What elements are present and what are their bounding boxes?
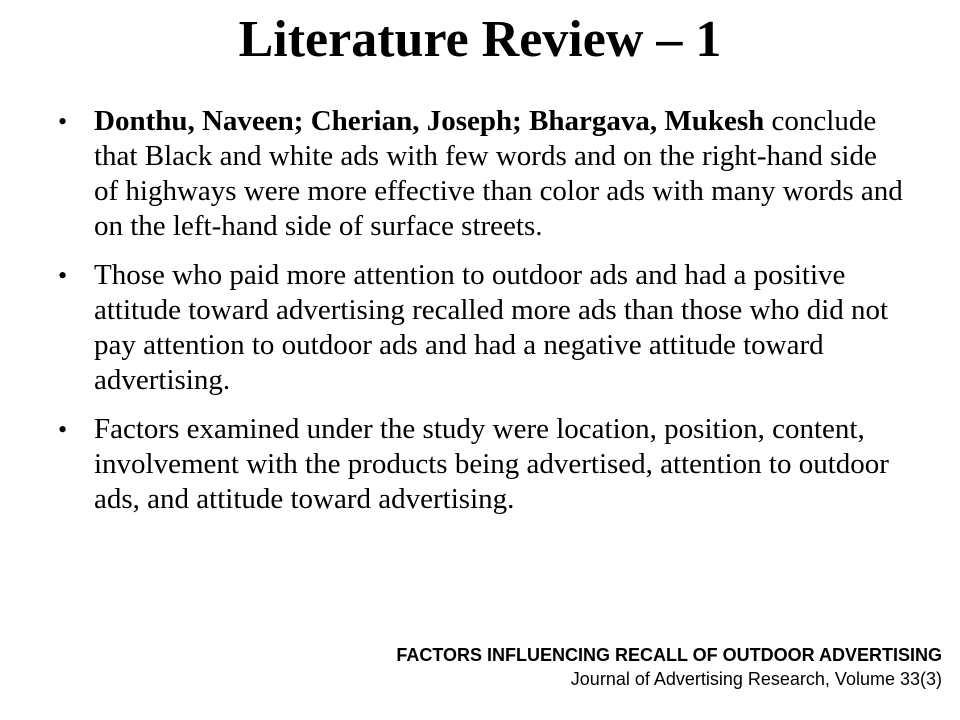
bullet-item — [58, 412, 908, 517]
source-journal: Journal of Advertising Research, Volume 33(3) — [570, 669, 942, 689]
bullet-text — [94, 105, 903, 242]
bullet-icon: • — [58, 415, 68, 444]
bullet-body: conclude that Black and white ads with few words and on the right-hand side of highways were more effective than color ads with many words and on the left-hand side of surface streets. — [94, 105, 903, 242]
bullet-body: Those who paid more attention to outdoor ads and had a positive attitude toward advertising recalled more ads than those who did not pay attention to outdoor ads and had a negative attitude toward advertising. — [94, 259, 889, 396]
slide-title: Literature Review – 1 — [238, 11, 722, 68]
bullet-text — [94, 413, 889, 515]
source-title: FACTORS INFLUENCING RECALL OF OUTDOOR ADVERTISING — [396, 645, 942, 665]
bullet-item — [58, 104, 908, 244]
bullet-text — [94, 259, 888, 396]
bullet-icon: • — [58, 261, 68, 290]
authors: Donthu, Naveen; Cherian, Joseph; Bhargava, Mukesh — [94, 105, 765, 137]
bullet-body: Factors examined under the study were location, position, content, involvement with the products being advertised, attention to outdoor ads, and attitude toward advertising. — [94, 413, 889, 515]
source-citation — [396, 643, 942, 691]
bullet-item — [58, 258, 908, 398]
bullet-list — [58, 104, 908, 531]
bullet-icon: • — [58, 107, 68, 136]
